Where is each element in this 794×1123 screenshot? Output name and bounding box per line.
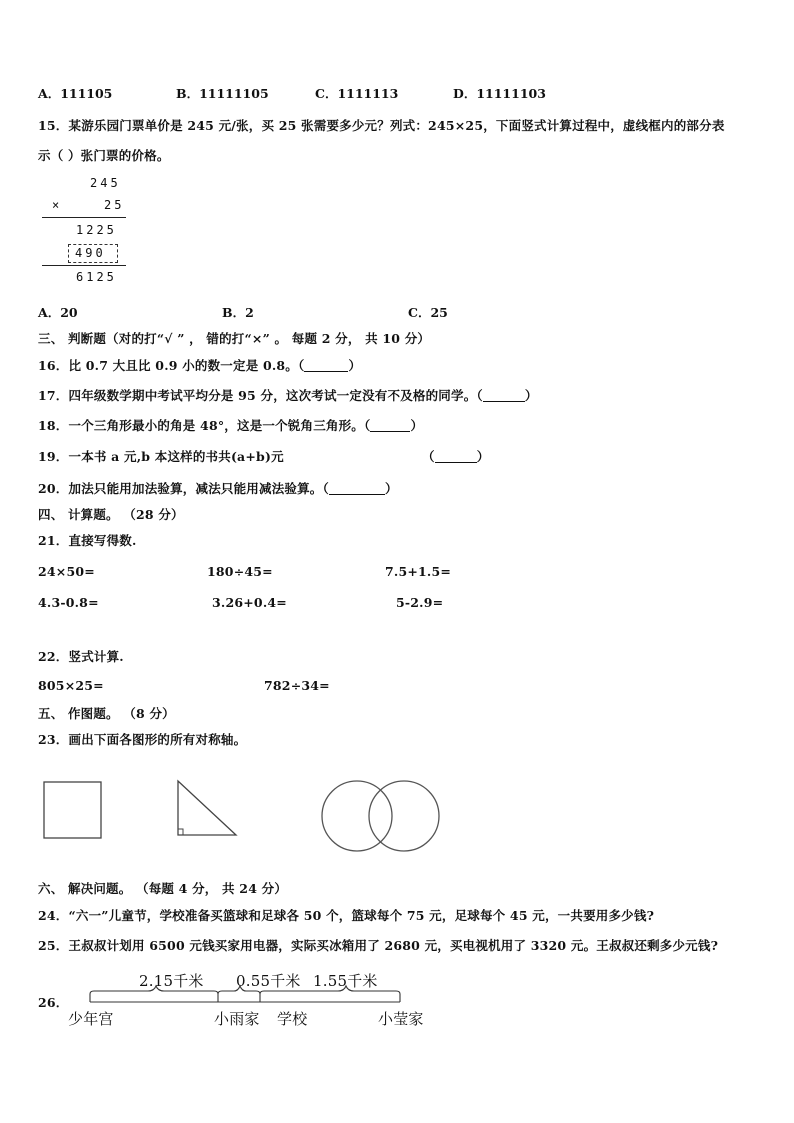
section4-title: 四、 计算题。 （28 分） — [38, 507, 184, 522]
q17 — [38, 386, 538, 404]
q14-option-a: A．111105 — [38, 86, 113, 101]
symmetry-figures — [36, 772, 456, 860]
answer-blank[interactable] — [435, 450, 477, 463]
q15-option-b: B．2 — [222, 305, 254, 320]
q24-text: 24．“六一”儿童节，学校准备买篮球和足球各 50 个，篮球每个 75 元，足球每个 45 元，一共要用多少钱? — [38, 908, 655, 923]
answer-blank[interactable] — [370, 419, 410, 432]
q19-text: 19．一本书 a 元,b 本这样的书共(a+b)元 — [38, 449, 284, 464]
q26-number: 26． — [38, 995, 69, 1010]
answer-blank[interactable] — [329, 482, 385, 495]
left-circle-shape — [322, 781, 392, 851]
q15-option-c: C．25 — [408, 305, 448, 320]
q21-item-1: 24×50= — [38, 564, 95, 579]
distance-label-3: 1.55千米 — [313, 972, 378, 990]
place-label-4: 小莹家 — [378, 1010, 424, 1028]
q14-option-b: B．11111105 — [176, 86, 269, 101]
q18-text: 18．一个三角形最小的角是 48°，这是一个锐角三角形。（ — [38, 418, 371, 433]
q22-title: 22．竖式计算. — [38, 649, 124, 664]
q20-close: ） — [384, 481, 398, 496]
calc-row3: 1225 — [76, 223, 117, 237]
q16-close: ） — [348, 358, 362, 373]
q19-close: ） — [476, 449, 490, 464]
q21-item-4: 4.3-0.8= — [38, 595, 99, 610]
q18 — [38, 416, 423, 434]
right-triangle-shape — [178, 781, 236, 835]
q20-text: 20．加法只能用加法验算，减法只能用减法验算。（ — [38, 481, 329, 496]
q20 — [38, 479, 398, 497]
q18-close: ） — [410, 418, 424, 433]
calc-rule-1 — [42, 217, 126, 218]
section3-title: 三、 判断题（对的打“√ ” ， 错的打“×” 。 每题 2 分， 共 10 分） — [38, 331, 431, 346]
q21-title: 21．直接写得数. — [38, 533, 137, 548]
calc-row5: 6125 — [76, 270, 117, 284]
section5-title: 五、 作图题。 （8 分） — [38, 706, 175, 721]
calc-row1: 245 — [90, 176, 121, 190]
q21-item-5: 3.26+0.4= — [212, 595, 287, 610]
place-label-2: 小雨家 — [214, 1010, 260, 1028]
q15-text-line1: 15．某游乐园门票单价是 245 元/张，买 25 张需要多少元？列式：245×25，下面竖式计算过程中，虚线框内的部分表 — [38, 118, 725, 133]
q17-close: ） — [524, 388, 538, 403]
q16 — [38, 356, 361, 374]
q15-option-a: A．20 — [38, 305, 78, 320]
q23-text: 23．画出下面各图形的所有对称轴。 — [38, 732, 247, 747]
answer-blank[interactable] — [483, 389, 525, 402]
q21-item-6: 5-2.9= — [396, 595, 444, 610]
q14-option-d: D．11111103 — [453, 86, 546, 101]
distance-label-2: 0.55千米 — [236, 972, 301, 990]
calc-rule-2 — [42, 265, 126, 266]
q17-text: 17．四年级数学期中考试平均分是 95 分，这次考试一定没有不及格的同学。（ — [38, 388, 483, 403]
q21-item-3: 7.5+1.5= — [385, 564, 452, 579]
q21-item-2: 180÷45= — [207, 564, 273, 579]
calc-row2: 25 — [104, 198, 125, 212]
square-shape — [44, 782, 101, 838]
q22-item-1: 805×25= — [38, 678, 104, 693]
distance-label-1: 2.15千米 — [139, 972, 204, 990]
calc-multiply-sign: × — [52, 198, 60, 212]
calc-row4: 490 — [75, 246, 106, 260]
answer-blank[interactable] — [304, 359, 348, 372]
q25-text: 25．王叔叔计划用 6500 元钱买家用电器，实际买冰箱用了 2680 元，买电视机用了 3320 元。王叔叔还剩多少元钱? — [38, 938, 719, 953]
place-label-1: 少年宫 — [68, 1010, 114, 1028]
distance-brace-line — [86, 982, 406, 1010]
q22-item-2: 782÷34= — [264, 678, 330, 693]
q14-option-c: C．1111113 — [315, 86, 399, 101]
q19-answer — [422, 447, 489, 465]
q16-text: 16．比 0.7 大且比 0.9 小的数一定是 0.8。（ — [38, 358, 305, 373]
q15-text-line2: 示（ ）张门票的价格。 — [38, 148, 170, 163]
section6-title: 六、 解决问题。 （每题 4 分， 共 24 分） — [38, 881, 288, 896]
q19-open: （ — [422, 449, 435, 464]
right-circle-shape — [369, 781, 439, 851]
place-label-3: 学校 — [277, 1010, 308, 1028]
